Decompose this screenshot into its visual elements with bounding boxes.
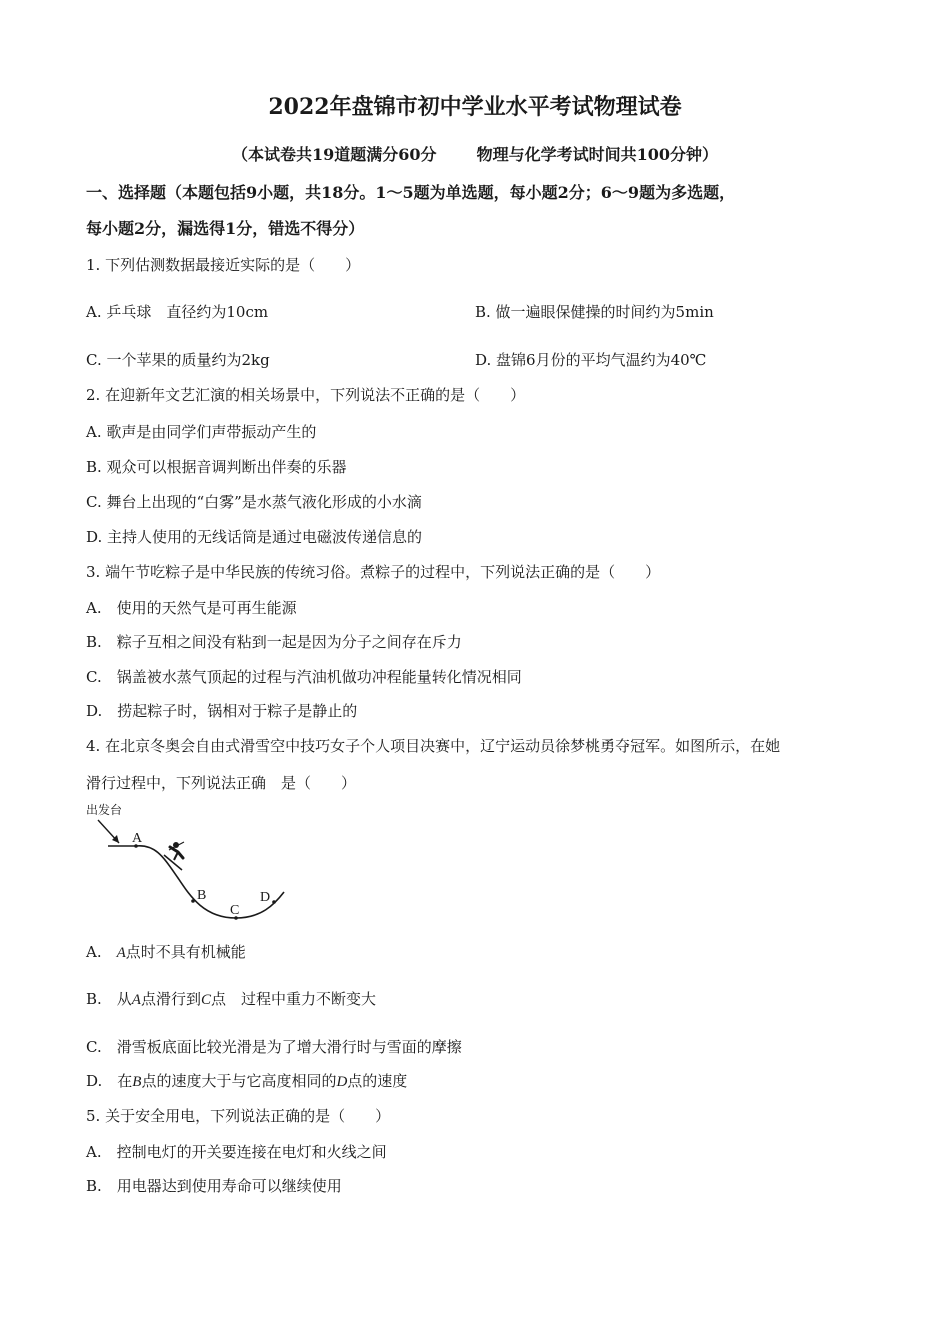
q2-stem: 2. 在迎新年文艺汇演的相关场景中，下列说法不正确的是（ ） xyxy=(86,386,526,404)
point-b-dot xyxy=(191,899,195,903)
label-a: A xyxy=(132,831,143,846)
q1-option-a: A. 乒乓球 直径约为10cm xyxy=(86,303,269,321)
q4-option-c: C. 滑雪板底面比较光滑是为了增大滑行时与雪面的摩擦 xyxy=(86,1038,462,1056)
q4-d-var2: D xyxy=(336,1074,348,1090)
q3-option-c: C. 锅盖被水蒸气顶起的过程与汽油机做功冲程能量转化情况相同 xyxy=(86,668,522,686)
subtitle-right: 物理与化学考试时间共100分钟） xyxy=(476,145,718,164)
q4-b-var2: C xyxy=(200,992,211,1008)
q4-d-text: 点的速度 xyxy=(347,1072,408,1090)
q2-option-a: A. 歌声是由同学们声带振动产生的 xyxy=(86,423,317,441)
subtitle-left: （本试卷共19道题满分60分 xyxy=(232,145,437,164)
q3-option-b: B. 粽子互相之间没有粘到一起是因为分子之间存在斥力 xyxy=(86,633,462,651)
q1-stem: 1. 下列估测数据最接近实际的是（ ） xyxy=(86,256,361,274)
q4-a-prefix: A. xyxy=(86,943,117,961)
q5-option-a: A. 控制电灯的开关要连接在电灯和火线之间 xyxy=(86,1143,387,1161)
q4-a-var: A xyxy=(116,945,126,961)
q4-b-prefix: B. 从 xyxy=(86,990,132,1008)
q4-d-prefix: D. 在 xyxy=(86,1072,133,1090)
q4-b-text: 点 过程中重力不断变大 xyxy=(211,990,377,1008)
label-b: B xyxy=(197,888,207,903)
q2-option-c: C. 舞台上出现的“白雾”是水蒸气液化形成的小水滴 xyxy=(86,493,422,511)
q4-d-var1: B xyxy=(132,1074,142,1090)
q4-option-b xyxy=(86,989,376,1010)
start-platform-label: 出发台 xyxy=(86,803,123,817)
q4-option-a xyxy=(86,942,246,963)
q4-option-d xyxy=(86,1071,407,1092)
q4-d-mid: 点的速度大于与它高度相同的 xyxy=(141,1072,337,1090)
q3-stem: 3. 端午节吃粽子是中华民族的传统习俗。煮粽子的过程中，下列说法正确的是（ ） xyxy=(86,563,661,581)
q4-stem-line2: 滑行过程中，下列说法正确 是（ ） xyxy=(86,774,357,792)
page-title: 2022年盘锦市初中学业水平考试物理试卷 xyxy=(268,94,682,120)
q1-option-d: D. 盘锦6月份的平均气温约为40℃ xyxy=(475,351,707,369)
q1-option-b: B. 做一遍眼保健操的时间约为5min xyxy=(475,303,714,321)
q2-option-d: D. 主持人使用的无线话筒是通过电磁波传递信息的 xyxy=(86,528,423,546)
label-d: D xyxy=(260,890,271,905)
q4-b-mid: 点滑行到 xyxy=(140,990,201,1008)
section-heading-line2: 每小题2分，漏选得1分，错选不得分） xyxy=(86,219,365,238)
q5-option-b: B. 用电器达到使用寿命可以继续使用 xyxy=(86,1177,342,1195)
label-c: C xyxy=(230,903,240,918)
q1-option-c: C. 一个苹果的质量约为2kg xyxy=(86,351,270,369)
q3-option-d: D. 捞起粽子时，锅相对于粽子是静止的 xyxy=(86,702,358,720)
q4-stem-line1: 4. 在北京冬奥会自由式滑雪空中技巧女子个人项目决赛中，辽宁运动员徐梦桃勇夺冠军。如图所示，在她 xyxy=(86,737,781,755)
exam-subtitle xyxy=(0,145,950,165)
q4-b-var1: A xyxy=(131,992,141,1008)
ski-slope-figure xyxy=(86,800,296,925)
q4-a-text: 点时不具有机械能 xyxy=(125,943,246,961)
q2-option-b: B. 观众可以根据音调判断出伴奏的乐器 xyxy=(86,458,347,476)
skier-icon xyxy=(164,842,184,870)
q5-stem: 5. 关于安全用电，下列说法正确的是（ ） xyxy=(86,1107,391,1125)
q3-option-a: A. 使用的天然气是可再生能源 xyxy=(86,599,297,617)
section-heading-line1: 一、选择题（本题包括9小题，共18分。1～5题为单选题，每小题2分；6～9题为多选题， xyxy=(86,183,736,202)
point-d-dot xyxy=(272,900,276,904)
slope-curve xyxy=(108,846,284,918)
